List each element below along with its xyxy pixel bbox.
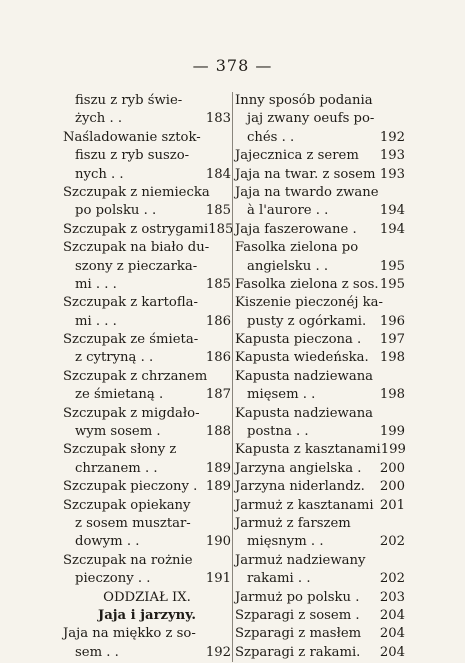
entry-text: Szczupak z ostrygami	[63, 221, 209, 237]
entry-text: Jaja na miękko z so-	[63, 626, 196, 642]
index-entry	[63, 533, 231, 551]
entry-text: nych . .	[75, 166, 124, 182]
index-entry	[235, 441, 405, 459]
index-entry	[63, 515, 231, 533]
entry-page-number: 199	[380, 442, 406, 458]
entry-page-number: 184	[205, 166, 231, 182]
entry-text: chrzanem . .	[75, 460, 158, 476]
index-entry	[63, 349, 231, 367]
index-entry	[235, 166, 405, 184]
entry-text: żych . .	[75, 111, 123, 127]
entry-text: Jarzyna niderlandz.	[235, 479, 365, 495]
entry-text: Szczupak z migdało-	[63, 405, 200, 421]
index-entry	[235, 92, 405, 110]
entry-page-number: 200	[379, 460, 405, 476]
index-entry	[63, 184, 231, 202]
entry-text: Kapusta z kasztanami	[235, 442, 381, 458]
index-entry	[235, 570, 405, 588]
entry-page-number: 189	[205, 460, 231, 476]
index-entry	[63, 552, 231, 570]
index-entry	[63, 478, 231, 496]
index-entry	[63, 258, 231, 276]
index-column-right	[232, 92, 405, 662]
entry-page-number: 203	[379, 589, 405, 605]
index-entry	[63, 405, 231, 423]
entry-page-number: 186	[205, 350, 231, 366]
entry-text: Jarmuż nadziewany	[235, 552, 366, 568]
index-entry	[63, 497, 231, 515]
entry-page-number: 204	[379, 607, 405, 623]
index-entry	[235, 221, 405, 239]
index-entry	[235, 589, 405, 607]
index-entry	[63, 460, 231, 478]
entry-text: Szczupak opiekany	[63, 497, 191, 513]
index-entry	[235, 147, 405, 165]
entry-page-number: 194	[379, 221, 405, 237]
entry-page-number: 185	[205, 276, 231, 292]
entry-text: Jaja faszerowane .	[235, 221, 357, 237]
index-entry	[235, 460, 405, 478]
entry-text: Kapusta pieczona .	[235, 332, 362, 348]
entry-text: angielsku . .	[247, 258, 329, 274]
entry-text: mięsem . .	[247, 387, 316, 403]
entry-page-number: 198	[379, 387, 405, 403]
entry-page-number: 192	[205, 644, 231, 660]
entry-text: dowym . .	[75, 534, 140, 550]
entry-text: sem . .	[75, 644, 119, 660]
entry-page-number: 194	[379, 203, 405, 219]
index-entry	[235, 607, 405, 625]
entry-text: fiszu z ryb świe-	[75, 93, 183, 108]
entry-text: Jaja na twar. z sosem	[235, 166, 376, 182]
index-column-left	[63, 92, 234, 662]
entry-text: Szczupak słony z	[63, 442, 177, 458]
entry-page-number: 200	[379, 479, 405, 495]
entry-page-number: 195	[379, 258, 405, 274]
entry-text: Jajecznica z serem	[235, 148, 359, 164]
entry-text: Szczupak pieczony .	[63, 479, 198, 495]
entry-text: Szczupak z chrzanem	[63, 368, 208, 384]
entry-text: szony z pieczarka-	[75, 258, 198, 274]
entry-text: Szczupak na biało du-	[63, 240, 210, 256]
index-entry	[235, 405, 405, 423]
entry-text: Szczupak z kartofla-	[63, 295, 198, 311]
entry-text: z sosem musztar-	[75, 515, 191, 531]
index-entry	[235, 423, 405, 441]
entry-text: Fasolka zielona z sos.	[235, 276, 379, 292]
entry-text: Kapusta nadziewana	[235, 368, 374, 384]
index-entry	[235, 386, 405, 404]
index-entry	[63, 331, 231, 349]
entry-page-number: 189	[205, 479, 231, 495]
section-heading	[63, 607, 231, 625]
entry-text: postna . .	[247, 424, 309, 440]
entry-text: à l'aurore . .	[247, 203, 329, 219]
entry-page-number: 185	[205, 203, 231, 219]
index-entry	[63, 644, 231, 662]
index-entry	[63, 202, 231, 220]
index-entry	[235, 258, 405, 276]
index-entry	[63, 423, 231, 441]
entry-text: wym sosem .	[75, 424, 161, 440]
entry-text: Fasolka zielona po	[235, 240, 359, 256]
entry-text: Jarmuż z farszem	[235, 515, 351, 531]
entry-page-number: 187	[205, 387, 231, 403]
entry-page-number: 197	[379, 332, 405, 348]
entry-text: po polsku . .	[75, 203, 157, 219]
index-entry	[235, 515, 405, 533]
index-entry	[235, 110, 405, 128]
entry-text: Szczupak na rożnie	[63, 552, 193, 568]
entry-page-number: 204	[379, 644, 405, 660]
index-entry	[235, 368, 405, 386]
entry-page-number: 193	[379, 148, 405, 164]
index-entry	[235, 497, 405, 515]
index-entry	[63, 386, 231, 404]
index-entry	[235, 294, 405, 312]
index-entry	[63, 625, 231, 643]
entry-text: jaj zwany oeufs po-	[247, 111, 375, 127]
entry-page-number: 201	[379, 497, 405, 513]
index-entry	[63, 166, 231, 184]
entry-text: mi . . .	[75, 276, 117, 292]
entry-text: Szparagi z rakami.	[235, 644, 361, 660]
entry-text: Jarzyna angielska .	[235, 460, 362, 476]
index-entry	[235, 129, 405, 147]
entry-page-number: 204	[379, 626, 405, 642]
index-entry	[63, 110, 231, 128]
index-entry	[235, 552, 405, 570]
entry-text: chés . .	[247, 129, 295, 145]
index-entry	[235, 313, 405, 331]
entry-text: mi . . .	[75, 313, 117, 329]
entry-page-number: 188	[205, 424, 231, 440]
index-entry	[63, 313, 231, 331]
entry-text: Jaja na twardo zwane	[235, 184, 379, 200]
index-entry	[63, 239, 231, 257]
entry-text: Kapusta wiedeńska.	[235, 350, 369, 366]
index-entry	[235, 239, 405, 257]
entry-page-number: 199	[379, 424, 405, 440]
entry-page-number: 185	[208, 221, 234, 237]
entry-text: ODDZIAŁ IX.	[103, 589, 191, 605]
index-entry	[235, 644, 405, 662]
entry-page-number: 202	[379, 534, 405, 550]
entry-text: Kiszenie pieczonéj ka-	[235, 295, 383, 311]
index-entry	[235, 478, 405, 496]
index-entry	[63, 147, 231, 165]
entry-text: mięsnym . .	[247, 534, 324, 550]
entry-text: Kapusta nadziewana	[235, 405, 374, 421]
entry-page-number: 193	[379, 166, 405, 182]
entry-text: ze śmietaną .	[75, 387, 164, 403]
entry-text: Inny sposób podania	[235, 93, 373, 108]
index-entry	[63, 276, 231, 294]
entry-text: z cytryną . .	[75, 350, 154, 366]
index-entry	[235, 276, 405, 294]
index-entry	[235, 202, 405, 220]
entry-text: Szparagi z masłem	[235, 626, 362, 642]
index-entry	[235, 349, 405, 367]
entry-page-number: 196	[379, 313, 405, 329]
index-entry	[235, 625, 405, 643]
entry-text: Jarmuż z kasztanami	[235, 497, 374, 513]
index-entry	[235, 533, 405, 551]
entry-text: Naśladowanie sztok-	[63, 129, 201, 145]
entry-text: Szczupak ze śmieta-	[63, 332, 199, 348]
entry-page-number: 183	[205, 111, 231, 127]
entry-page-number: 191	[205, 571, 231, 587]
entry-page-number: 198	[379, 350, 405, 366]
index-entry	[235, 331, 405, 349]
index-entry	[235, 184, 405, 202]
entry-text: Jarmuż po polsku .	[235, 589, 360, 605]
index-entry	[63, 92, 231, 110]
entry-text: pusty z ogórkami.	[247, 313, 367, 329]
index-entry	[63, 570, 231, 588]
entry-page-number: 202	[379, 571, 405, 587]
index-entry	[63, 441, 231, 459]
entry-text: Jaja i jarzyny.	[97, 607, 197, 623]
entry-text: Szczupak z niemiecka	[63, 184, 210, 200]
entry-page-number: 186	[205, 313, 231, 329]
index-entry	[63, 129, 231, 147]
page-number-header: — 378 —	[192, 56, 273, 75]
entry-text: pieczony . .	[75, 571, 151, 587]
entry-page-number: 192	[379, 129, 405, 145]
index-entry	[63, 368, 231, 386]
entry-page-number: 190	[205, 534, 231, 550]
entry-text: Szparagi z sosem .	[235, 607, 360, 623]
section-heading	[63, 589, 231, 607]
entry-text: fiszu z ryb suszo-	[75, 148, 190, 164]
index-entry	[63, 294, 231, 312]
index-entry	[63, 221, 234, 239]
entry-page-number: 195	[379, 276, 405, 292]
entry-text: rakami . .	[247, 571, 311, 587]
